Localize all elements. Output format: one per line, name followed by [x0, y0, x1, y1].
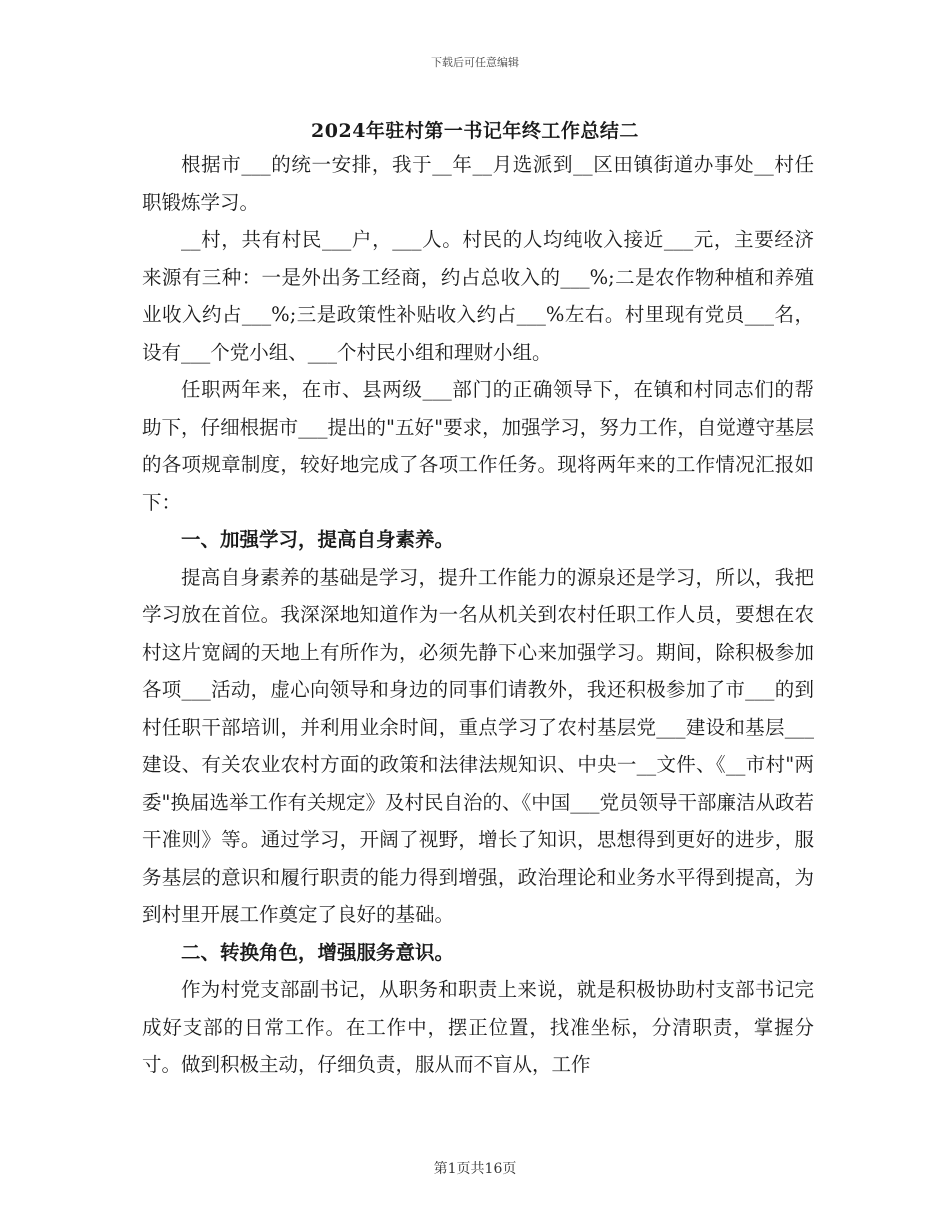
header-note: 下载后可任意编辑	[431, 56, 519, 69]
paragraph-intro: 根据市___的统一安排，我于__年__月选派到__区田镇街道办事处__村任职锻炼学习。	[142, 153, 814, 214]
document-title: 2024年驻村第一书记年终工作总结二	[311, 120, 639, 142]
page-number: 第1页共16页	[433, 1161, 517, 1177]
document-body	[142, 146, 814, 1084]
paragraph-village-info: __村，共有村民___户，___人。村民的人均纯收入接近___元，主要经济来源有三种：一是外出务工经商，约占总收入的___%;二是农作物种植和养殖业收入约占___%;三是政策性补贴收入约占___%左右。村里现有党员___名，设有___个党小组、___个村民小组和理财小组。	[142, 228, 814, 364]
section-heading-1: 一、加强学习，提高自身素养。	[181, 528, 455, 551]
paragraph-study: 提高自身素养的基础是学习，提升工作能力的源泉还是学习，所以，我把学习放在首位。我深深地知道作为一名从机关到农村任职工作人员，要想在农村这片宽阔的天地上有所作为，必须先静下心来加强学习。期间，除积极参加各项___活动，虚心向领导和身边的同事们请教外，我还积极参加了市___的到村任职干部培训，并利用业余时间，重点学习了农村基层党___建设和基层___建设、有关农业农村方面的政策和法律法规知识、中央一__文件、《__市村"两委"换届选举工作有关规定》及村民自治的、《中国___党员领导干部廉洁从政若干准则》等。通过学习，开阔了视野，增长了知识，思想得到更好的进步，服务基层的意识和履行职责的能力得到增强，政治理论和业务水平得到提高，为到村里开展工作奠定了良好的基础。	[142, 565, 814, 926]
paragraph-role: 作为村党支部副书记，从职务和职责上来说，就是积极协助村支部书记完成好支部的日常工作。在工作中，摆正位置，找准坐标，分清职责，掌握分寸。做到积极主动，仔细负责，服从而不盲从，工作	[142, 978, 814, 1076]
paragraph-overview: 任职两年来，在市、县两级___部门的正确领导下，在镇和村同志们的帮助下，仔细根据市___提出的"五好"要求，加强学习，努力工作，自觉遵守基层的各项规章制度，较好地完成了各项工作任务。现将两年来的工作情况汇报如下：	[142, 378, 814, 514]
section-heading-2: 二、转换角色，增强服务意识。	[181, 940, 455, 964]
